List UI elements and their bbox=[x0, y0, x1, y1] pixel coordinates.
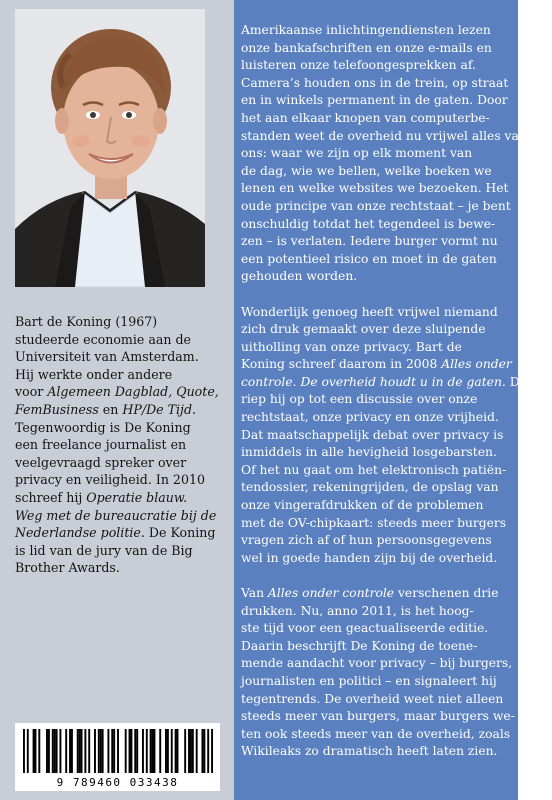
barcode-bar bbox=[52, 729, 54, 773]
barcode-bar bbox=[175, 729, 177, 773]
blurb-line: Amerikaanse inlichtingendiensten lezen bbox=[241, 23, 491, 37]
barcode-bar bbox=[142, 729, 144, 773]
barcode-bar bbox=[154, 729, 156, 773]
bio-line: studeerde economie aan de bbox=[15, 331, 191, 347]
barcode-bar bbox=[100, 729, 102, 773]
blurb-line: zen – is verlaten. Iedere burger vormt nu bbox=[241, 234, 498, 249]
bio-line: Hij werkte onder andere bbox=[15, 366, 173, 382]
bio-line: Nederlandse politie. De Koning bbox=[15, 525, 216, 541]
barcode-bar bbox=[117, 729, 119, 773]
blurb-line: oude principe van onze rechtstaat – je bent bbox=[241, 198, 511, 213]
barcode-bar bbox=[113, 729, 115, 773]
blurb-paragraph bbox=[241, 585, 517, 761]
barcode-bar bbox=[129, 729, 131, 773]
barcode-bar bbox=[125, 729, 127, 773]
blurb-line: luisteren onze telefoongesprekken af. bbox=[241, 58, 476, 73]
bio-line: veelgevraagd spreker over bbox=[15, 454, 187, 470]
blurb-paragraph bbox=[241, 22, 527, 286]
isbn-number: 9 789460 033438 bbox=[56, 776, 179, 789]
bio-line: privacy en veiligheid. In 2010 bbox=[15, 472, 205, 488]
barcode-bar bbox=[211, 729, 213, 773]
barcode-bar bbox=[56, 729, 58, 773]
bio-line: FemBusiness en HP/De Tijd. bbox=[15, 401, 197, 417]
barcode-bar bbox=[79, 729, 81, 773]
blurb-line: ten ook steeds meer van de overheid, zoals bbox=[241, 726, 511, 741]
blurb-line: ste tijd voor een geactualiseerde editie. bbox=[241, 621, 489, 636]
barcode-bar bbox=[177, 729, 179, 773]
barcode-bar bbox=[59, 729, 61, 773]
blurb-line: onze vingerafdrukken of de problemen bbox=[241, 498, 484, 513]
barcode-bar bbox=[152, 729, 154, 773]
barcode-bar bbox=[134, 729, 136, 773]
blurb-line: gehouden worden. bbox=[241, 269, 358, 284]
barcode-bar bbox=[192, 729, 194, 773]
blurb-line: mende aandacht voor privacy – bij burgers, bbox=[241, 656, 513, 671]
bio-line: schreef hij Operatie blauw. bbox=[15, 489, 188, 505]
barcode-bar bbox=[27, 729, 29, 773]
bio-line: Tegenwoordig is De Koning bbox=[15, 419, 191, 435]
blurb-line: het aan elkaar knopen van computerbe- bbox=[241, 110, 490, 125]
blurb-line: Wonderlijk genoeg heeft vrijwel niemand bbox=[241, 304, 498, 319]
barcode-bar bbox=[188, 729, 190, 773]
barcode-bar bbox=[196, 729, 198, 773]
blurb-line: Van Alles onder controle verschenen drie bbox=[241, 586, 499, 600]
barcode-bar bbox=[207, 729, 209, 773]
barcode-bar bbox=[171, 729, 173, 773]
blurb-paragraph bbox=[241, 304, 552, 568]
blurb-line: Daarin beschrijft De Koning de toene- bbox=[241, 638, 478, 653]
barcode-bar bbox=[146, 729, 148, 773]
blurb-line: wel in goede handen zijn bij de overheid. bbox=[241, 550, 498, 565]
barcode-bar bbox=[71, 729, 73, 773]
barcode-bar bbox=[190, 729, 192, 773]
bio-line: Universiteit van Amsterdam. bbox=[15, 349, 199, 365]
blurb-line: een potentieel risico en moet in de gaten bbox=[241, 251, 497, 266]
barcode-bar bbox=[150, 729, 152, 773]
back-cover-blurb bbox=[241, 22, 552, 761]
blurb-line: ons: waar we zijn op elk moment van bbox=[241, 146, 473, 161]
barcode-bar bbox=[23, 729, 25, 773]
barcode-bar bbox=[159, 729, 161, 773]
bio-line: Bart de Koning (1967) bbox=[15, 314, 158, 329]
blurb-line: zich druk gemaakt over deze sluipende bbox=[241, 322, 486, 337]
blurb-line: de dag, wie we bellen, welke boeken we bbox=[241, 163, 492, 178]
barcode-bar bbox=[130, 729, 132, 773]
barcode-bar bbox=[48, 729, 50, 773]
barcode-bar bbox=[88, 729, 90, 773]
blurb-line: en in winkels permanent in de gaten. Door bbox=[241, 93, 508, 108]
bio-line: een freelance journalist en bbox=[15, 437, 187, 453]
bio-line: voor Algemeen Dagblad, Quote, bbox=[15, 384, 219, 400]
isbn-barcode bbox=[15, 723, 220, 791]
blurb-line: onschuldig totdat het tegendeel is bewe- bbox=[241, 216, 496, 231]
barcode-bar bbox=[33, 729, 35, 773]
barcode-bar bbox=[184, 729, 186, 773]
barcode-bar bbox=[107, 729, 109, 773]
barcode-bar bbox=[136, 729, 138, 773]
blurb-line: riep hij op tot een discussie over onze bbox=[241, 392, 478, 407]
barcode-bars bbox=[23, 729, 213, 773]
barcode-bar bbox=[69, 729, 71, 773]
barcode-bar bbox=[203, 729, 205, 773]
blurb-line: lenen en welke websites we bezoeken. Het bbox=[241, 181, 509, 196]
barcode-bar bbox=[81, 729, 83, 773]
bio-line: is lid van de jury van de Big bbox=[15, 542, 193, 558]
blurb-line: inmiddels in alle hevigheid losgebarsten. bbox=[241, 445, 497, 460]
blurb-line: tendossier, rekeningrijden, de opslag van bbox=[241, 480, 499, 495]
blurb-line: onze bankafschriften en onze e-mails en bbox=[241, 40, 492, 55]
barcode-bar bbox=[77, 729, 79, 773]
blurb-line: standen weet de overheid nu vrijwel alles van bbox=[241, 128, 527, 143]
blurb-line: journalisten en politici – en signaleert hij bbox=[241, 673, 497, 688]
barcode-bar bbox=[35, 729, 37, 773]
blurb-line: steeds meer van burgers, maar burgers we- bbox=[241, 709, 515, 724]
author-bio bbox=[15, 313, 230, 577]
barcode-bar bbox=[165, 729, 167, 773]
barcode-bar bbox=[65, 729, 67, 773]
left-panel bbox=[0, 0, 234, 800]
blurb-line: vragen zich af of hun persoonsgegevens bbox=[241, 533, 492, 548]
blurb-line: Koning schreef daarom in 2008 Alles onder bbox=[241, 357, 512, 372]
author-photo bbox=[15, 9, 205, 287]
blurb-line: uitholling van onze privacy. Bart de bbox=[241, 339, 462, 354]
blurb-line: controle. De overheid houdt u in de gaten. Daarin bbox=[241, 374, 552, 389]
barcode-bar bbox=[98, 729, 100, 773]
blurb-line: Dat maatschappelijk debat over privacy is bbox=[241, 427, 504, 442]
blurb-line: Wikileaks zo dramatisch heeft laten zien. bbox=[241, 744, 498, 759]
blurb-line: tegentrends. De overheid weet niet alleen bbox=[241, 691, 504, 706]
barcode-bar bbox=[38, 729, 40, 773]
barcode-bar bbox=[94, 729, 96, 773]
blurb-line: Camera’s houden ons in de trein, op straat bbox=[241, 75, 509, 90]
barcode-bar bbox=[102, 729, 104, 773]
barcode-bar bbox=[167, 729, 169, 773]
blurb-line: met de OV-chipkaart: steeds meer burgers bbox=[241, 515, 507, 530]
barcode-bar bbox=[84, 729, 86, 773]
blurb-line: Of het nu gaat om het elektronisch patiën- bbox=[241, 462, 507, 477]
barcode-bar bbox=[46, 729, 48, 773]
blurb-line: rechtstaat, onze privacy en onze vrijheid. bbox=[241, 410, 499, 425]
bio-line: Brother Awards. bbox=[15, 560, 120, 576]
barcode-bar bbox=[111, 729, 113, 773]
barcode-bar bbox=[54, 729, 56, 773]
bio-line: Weg met de bureaucratie bij de bbox=[15, 507, 217, 523]
barcode-bar bbox=[201, 729, 203, 773]
blurb-line: drukken. Nu, anno 2011, is het hoog- bbox=[241, 603, 474, 618]
